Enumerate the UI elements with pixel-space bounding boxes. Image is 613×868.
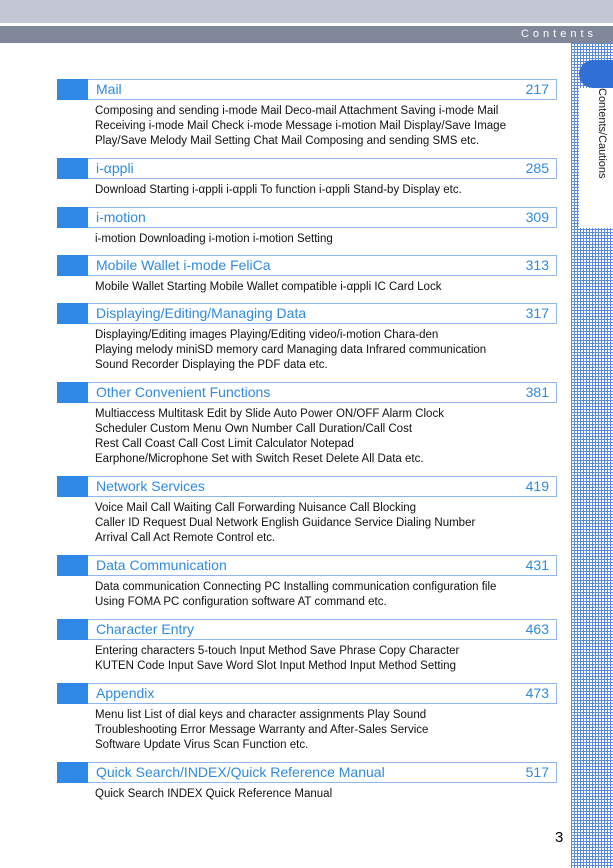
section-topics — [57, 783, 557, 802]
section-topics — [57, 576, 557, 610]
topic-line: Rest Call Coast Call Cost Limit Calculator Notepad — [95, 438, 354, 450]
topic-line: Using FOMA PC configuration software AT command etc. — [95, 596, 387, 608]
toc-section — [57, 207, 557, 247]
topic-line: Scheduler Custom Menu Own Number Call Duration/Call Cost — [95, 423, 413, 435]
section-title[interactable]: Mobile Wallet i-mode FeliCa — [96, 257, 271, 273]
section-heading[interactable] — [57, 207, 557, 228]
section-marker — [57, 555, 88, 576]
section-page-number[interactable]: 381 — [525, 384, 549, 400]
section-title[interactable]: i-αppli — [96, 160, 134, 176]
section-title[interactable]: Character Entry — [96, 621, 195, 637]
topic-line: KUTEN Code Input Save Word Slot Input Method Input Method Setting — [95, 660, 456, 672]
topic-line: Receiving i-mode Mail Check i-mode Message i-motion Mail Display/Save Image — [95, 120, 506, 132]
section-heading[interactable] — [57, 303, 557, 324]
side-tab-marker — [579, 60, 613, 88]
section-page-number[interactable]: 285 — [525, 160, 549, 176]
section-marker — [57, 382, 88, 403]
section-page-number[interactable]: 309 — [525, 209, 549, 225]
topic-line: Multiaccess Multitask Edit by Slide Auto Power ON/OFF Alarm Clock — [95, 408, 444, 420]
topic-line: Mobile Wallet Starting Mobile Wallet compatible i-αppli IC Card Lock — [95, 281, 442, 293]
section-topics — [57, 276, 557, 295]
topic-line: Data communication Connecting PC Installing communication configuration file — [95, 581, 497, 593]
section-heading[interactable] — [57, 762, 557, 783]
section-marker — [57, 619, 88, 640]
section-title[interactable]: Displaying/Editing/Managing Data — [96, 305, 307, 321]
topic-line: Composing and sending i-mode Mail Deco-mail Attachment Saving i-mode Mail — [95, 105, 499, 117]
topic-line: Arrival Call Act Remote Control etc. — [95, 532, 276, 544]
section-page-number[interactable]: 313 — [525, 257, 549, 273]
section-title[interactable]: Appendix — [96, 685, 155, 701]
toc-section — [57, 683, 557, 753]
toc-section — [57, 303, 557, 373]
section-title[interactable]: Data Communication — [96, 557, 227, 573]
topic-line: Software Update Virus Scan Function etc. — [95, 739, 309, 751]
section-page-number[interactable]: 473 — [525, 685, 549, 701]
topic-line: Play/Save Melody Mail Setting Chat Mail Composing and sending SMS etc. — [95, 135, 480, 147]
topic-line: Quick Search INDEX Quick Reference Manual — [95, 788, 333, 800]
section-topics — [57, 324, 557, 373]
section-heading[interactable] — [57, 555, 557, 576]
section-title[interactable]: Mail — [96, 81, 122, 97]
section-heading[interactable] — [57, 683, 557, 704]
section-marker — [57, 762, 88, 783]
section-topics — [57, 228, 557, 247]
toc-section — [57, 476, 557, 546]
section-marker — [57, 255, 88, 276]
section-marker — [57, 683, 88, 704]
page-number: 3 — [555, 829, 564, 846]
section-topics — [57, 640, 557, 674]
section-marker — [57, 207, 88, 228]
topic-line: Troubleshooting Error Message Warranty and After-Sales Service — [95, 724, 429, 736]
toc-section — [57, 555, 557, 610]
topic-line: Caller ID Request Dual Network English Guidance Service Dialing Number — [95, 517, 476, 529]
section-title[interactable]: i-motion — [96, 209, 146, 225]
section-marker — [57, 79, 88, 100]
section-heading[interactable] — [57, 158, 557, 179]
topic-line: Voice Mail Call Waiting Call Forwarding Nuisance Call Blocking — [95, 502, 417, 514]
section-page-number[interactable]: 419 — [525, 478, 549, 494]
section-heading[interactable] — [57, 619, 557, 640]
side-label: Contents/Cautions — [596, 88, 608, 179]
section-heading[interactable] — [57, 255, 557, 276]
topic-line: Displaying/Editing images Playing/Editing video/i-motion Chara-den — [95, 329, 439, 341]
section-topics — [57, 704, 557, 753]
table-of-contents — [57, 79, 557, 811]
section-heading[interactable] — [57, 79, 557, 100]
topic-line: Download Starting i-αppli i-αppli To function i-αppli Stand-by Display etc. — [95, 184, 462, 196]
section-page-number[interactable]: 463 — [525, 621, 549, 637]
section-topics — [57, 100, 557, 149]
section-heading[interactable] — [57, 476, 557, 497]
topic-line: Entering characters 5-touch Input Method Save Phrase Copy Character — [95, 645, 460, 657]
section-topics — [57, 403, 557, 467]
toc-section — [57, 762, 557, 802]
topic-line: Menu list List of dial keys and character assignments Play Sound — [95, 709, 427, 721]
section-marker — [57, 158, 88, 179]
section-page-number[interactable]: 217 — [525, 81, 549, 97]
section-title[interactable]: Quick Search/INDEX/Quick Reference Manual — [96, 764, 385, 780]
section-page-number[interactable]: 317 — [525, 305, 549, 321]
section-title[interactable]: Network Services — [96, 478, 205, 494]
toc-section — [57, 619, 557, 674]
top-band — [0, 0, 613, 23]
toc-section — [57, 158, 557, 198]
toc-section — [57, 382, 557, 467]
section-topics — [57, 497, 557, 546]
section-page-number[interactable]: 431 — [525, 557, 549, 573]
section-marker — [57, 476, 88, 497]
topic-line: Earphone/Microphone Set with Switch Reset Delete All Data etc. — [95, 453, 424, 465]
toc-section — [57, 79, 557, 149]
section-title[interactable]: Other Convenient Functions — [96, 384, 271, 400]
topic-line: i-motion Downloading i-motion i-motion Setting — [95, 233, 333, 245]
section-marker — [57, 303, 88, 324]
topic-line: Playing melody miniSD memory card Managing data Infrared communication — [95, 344, 487, 356]
section-heading[interactable] — [57, 382, 557, 403]
toc-section — [57, 255, 557, 295]
header-title: Contents — [520, 28, 597, 40]
topic-line: Sound Recorder Displaying the PDF data etc. — [95, 359, 328, 371]
section-page-number[interactable]: 517 — [525, 764, 549, 780]
section-topics — [57, 179, 557, 198]
